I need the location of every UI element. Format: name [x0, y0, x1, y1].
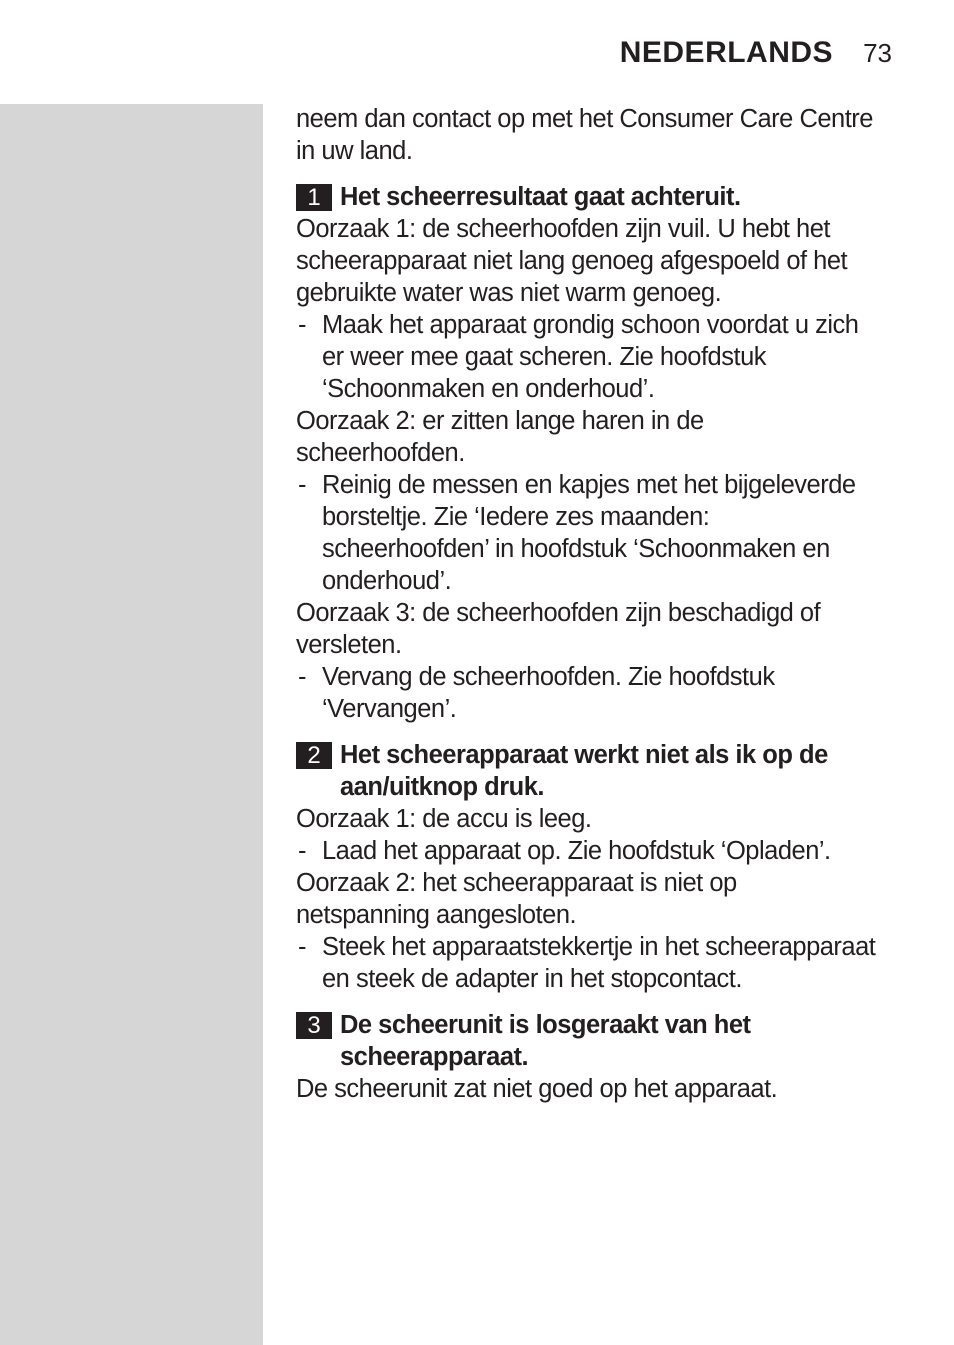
bullet-text: Maak het apparaat grondig schoon voordat u zich er weer mee gaat scheren. Zie hoofdstuk ‘Schoonmaken en onderhoud’.: [322, 311, 859, 403]
bullet-dash: -: [298, 663, 306, 691]
bullet-dash: -: [298, 471, 306, 499]
step-number-badge: 3: [296, 1012, 332, 1039]
section-1-heading: [296, 181, 876, 213]
page-number: 73: [863, 38, 892, 68]
bullet-item: [296, 931, 876, 995]
bullet-dash: -: [298, 837, 306, 865]
section-1-title: Het scheerresultaat gaat achteruit.: [340, 183, 741, 211]
step-number-badge: 1: [296, 184, 332, 211]
sidebar-column: [0, 104, 263, 1345]
cause-text: Oorzaak 1: de scheerhoofden zijn vuil. U hebt het scheerapparaat niet lang genoeg afgespoeld of het gebruikte water was niet warm genoeg.: [296, 215, 848, 307]
bullet-item: [296, 469, 876, 597]
section-2: [296, 739, 876, 995]
step-number-badge: 2: [296, 742, 332, 769]
section-3-heading: [296, 1009, 876, 1073]
section-2-title: Het scheerapparaat werkt niet als ik op de aan/uitknop druk.: [340, 741, 828, 801]
section-1: [296, 181, 876, 725]
bullet-text: Vervang de scheerhoofden. Zie hoofdstuk ‘Vervangen’.: [322, 663, 775, 723]
bullet-text: Steek het apparaatstekkertje in het scheerapparaat en steek de adapter in het stopcontact.: [322, 933, 876, 993]
page-header: [620, 36, 892, 70]
bullet-item: [296, 661, 876, 725]
intro-text: neem dan contact op met het Consumer Care Centre in uw land.: [296, 105, 873, 165]
bullet-item: [296, 835, 876, 867]
section-3: [296, 1009, 876, 1105]
cause-text: Oorzaak 2: er zitten lange haren in de scheerhoofden.: [296, 407, 704, 467]
bullet-text: Laad het apparaat op. Zie hoofdstuk ‘Opladen’.: [322, 837, 831, 865]
language-heading: NEDERLANDS: [619, 36, 834, 69]
section-2-heading: [296, 739, 876, 803]
bullet-item: [296, 309, 876, 405]
bullet-dash: -: [298, 311, 306, 339]
cause-text: Oorzaak 2: het scheerapparaat is niet op netspanning aangesloten.: [296, 869, 737, 929]
bullet-text: Reinig de messen en kapjes met het bijgeleverde borsteltje. Zie ‘Iedere zes maanden: scheerhoofden’ in hoofdstuk ‘Schoonmaken en onderhoud’.: [322, 471, 856, 595]
cause-text: Oorzaak 1: de accu is leeg.: [296, 805, 592, 833]
cause-text: De scheerunit zat niet goed op het apparaat.: [296, 1075, 778, 1103]
cause-text: Oorzaak 3: de scheerhoofden zijn beschadigd of versleten.: [296, 599, 821, 659]
content-column: [296, 103, 876, 1105]
section-3-title: De scheerunit is losgeraakt van het scheerapparaat.: [340, 1011, 751, 1071]
bullet-dash: -: [298, 933, 306, 961]
